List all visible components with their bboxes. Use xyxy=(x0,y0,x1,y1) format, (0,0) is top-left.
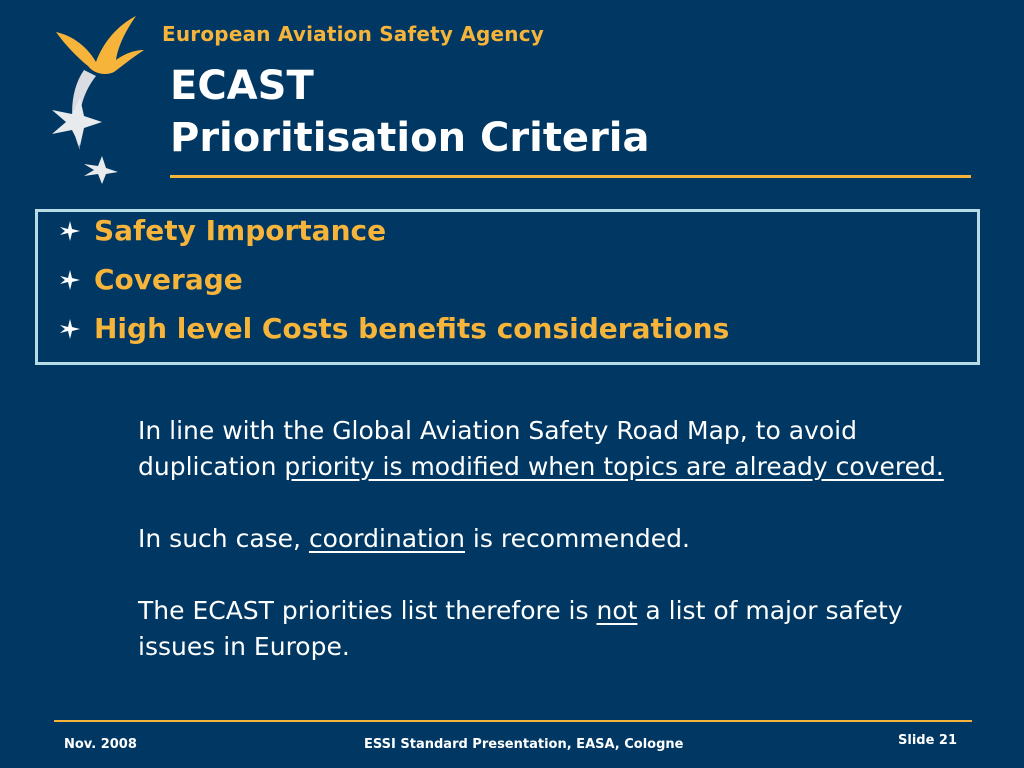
star-bullet-icon xyxy=(58,268,82,292)
title-line-2: Prioritisation Criteria xyxy=(170,115,650,161)
paragraph-3 xyxy=(138,593,978,665)
paragraph-1 xyxy=(138,413,978,485)
criteria-label: Coverage xyxy=(94,263,243,296)
criteria-item xyxy=(58,263,243,296)
criteria-item xyxy=(58,312,729,345)
paragraph-text: In line with the Global Aviation Safety Road Map, to avoid duplication xyxy=(138,416,857,481)
title-divider xyxy=(170,175,971,178)
star-bullet-icon xyxy=(58,219,82,243)
agency-name: European Aviation Safety Agency xyxy=(162,22,545,46)
star-bullet-icon xyxy=(58,317,82,341)
underlined-text: priority is modified when topics are already covered. xyxy=(284,452,944,481)
paragraph-text: In such case, xyxy=(138,524,309,553)
criteria-label: High level Costs benefits considerations xyxy=(94,312,730,345)
body-text xyxy=(138,413,978,665)
underlined-text: not xyxy=(596,596,638,625)
title-line-1: ECAST xyxy=(170,63,314,109)
paragraph-text: is recommended. xyxy=(464,524,690,553)
footer-date: Nov. 2008 xyxy=(64,737,137,752)
underlined-text: coordination xyxy=(308,524,465,553)
footer-slide-number: Slide 21 xyxy=(898,733,958,748)
footer-presentation: ESSI Standard Presentation, EASA, Cologne xyxy=(364,737,684,752)
slide-title xyxy=(170,60,650,164)
paragraph-2 xyxy=(138,521,978,557)
paragraph-text: a list of major safety issues in Europe. xyxy=(138,596,903,661)
paragraph-text: The ECAST priorities list therefore is xyxy=(138,596,597,625)
easa-logo-icon xyxy=(44,10,164,186)
criteria-item xyxy=(58,214,386,247)
criteria-label: Safety Importance xyxy=(94,214,387,247)
footer-divider xyxy=(54,720,972,722)
